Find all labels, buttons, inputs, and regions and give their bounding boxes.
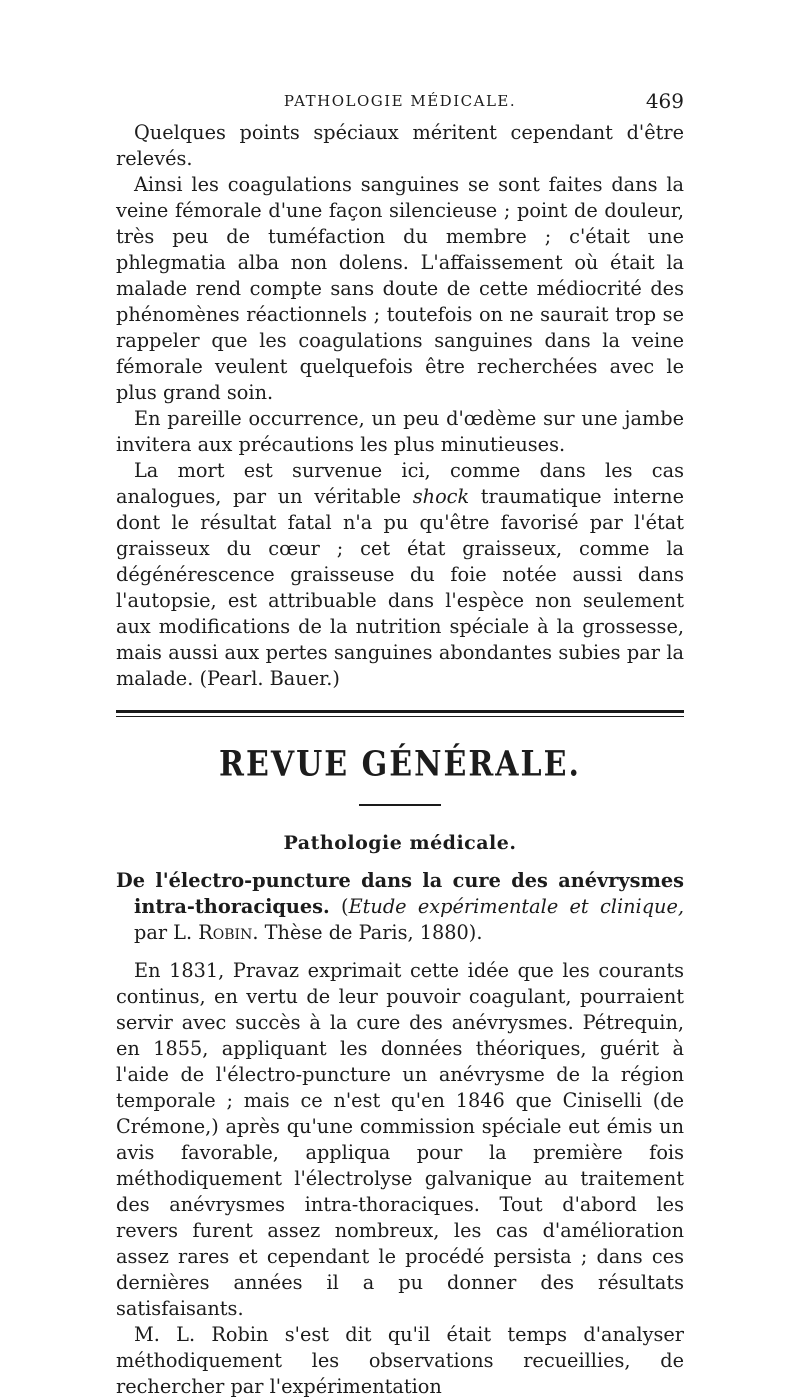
paragraph: En 1831, Pravaz exprimait cette idée que les courants continus, en vertu de leur pouvoir coagulant, pourraient servir avec succès à la cure des anévrysmes. Pétrequin, en 1855, appliquant les données théoriques, guérit à l'aide de l'électro-puncture un anévrysme de la région temporale ; mais ce n'est qu'en 1846 que Ciniselli (de Crémone,) après qu'une commission spéciale eut émis un avis favorable, appliqua pour la première fois méthodiquement l'électrolyse galvanique au traitement des anévrysmes intra-thoraciques. Tout d'abord les revers furent assez nombreux, les cas d'amélioration assez rares et cependant le procédé persista ; dans ces dernières années il a pu donner des résultats satisfaisants.	[116, 959, 684, 1320]
section-title: REVUE GÉNÉRALE.	[219, 744, 581, 785]
running-title: PATHOLOGIE MÉDICALE.	[283, 92, 517, 110]
paragraph: Quelques points spéciaux méritent cependant d'être relevés.	[116, 121, 684, 170]
divider-thin	[116, 716, 684, 717]
paragraph	[116, 458, 684, 692]
ref-rest: . Thèse de Paris, 1880).	[252, 921, 483, 944]
page-number: 469	[645, 89, 684, 113]
paragraph: En pareille occurrence, un peu d'œdème sur une jambe invitera aux précautions les plus minutieuses.	[116, 407, 684, 456]
text-run: La mort est survenue ici, comme dans les cas analogues, par un véritable	[116, 459, 684, 508]
running-head	[116, 89, 684, 120]
article-body	[116, 958, 684, 1400]
ref-open: (	[329, 895, 349, 918]
ref-par: par L.	[134, 921, 199, 944]
short-divider	[359, 804, 441, 806]
ref-italic: Etude expérimentale et clinique,	[348, 895, 684, 918]
text-run: traumatique interne dont le résultat fatal n'a pu qu'être favorisé par l'état graisseux du cœur ; cet état graisseux, comme la dégénérescence graisseuse du foie notée aussi dans l'autopsie, est attribuable dans l'espèce non seulement aux modifications de la nutrition spéciale à la grossesse, mais aussi aux pertes sanguines abondantes subies par la malade. (Pearl. Bauer.)	[116, 485, 684, 690]
paragraph: Ainsi les coagulations sanguines se sont faites dans la veine fémorale d'une façon silencieuse ; point de douleur, très peu de tuméfaction du membre ; c'était une phlegmatia alba non dolens. L'affaissement où était la malade rend compte sans doute de cette médiocrité des phénomènes réactionnels ; toutefois on ne saurait trop se rappeler que les coagulations sanguines dans la veine fémorale veulent quelquefois être recherchées avec le plus grand soin.	[116, 173, 684, 404]
section-divider	[116, 710, 684, 717]
ref-author: Robin	[198, 921, 253, 944]
article-title: De l'électro-puncture dans la cure des anévrysmes intra-thoraciques.	[116, 869, 684, 918]
article-heading	[116, 868, 684, 946]
emphasis: shock	[412, 485, 470, 508]
subsection-title: Pathologie médicale.	[283, 832, 517, 854]
document-page	[116, 89, 684, 1400]
case-discussion	[116, 120, 684, 692]
paragraph: M. L. Robin s'est dit qu'il était temps d'analyser méthodiquement les observations recueillies, de rechercher par l'expérimentation	[116, 1323, 684, 1398]
divider-thick	[116, 710, 684, 713]
